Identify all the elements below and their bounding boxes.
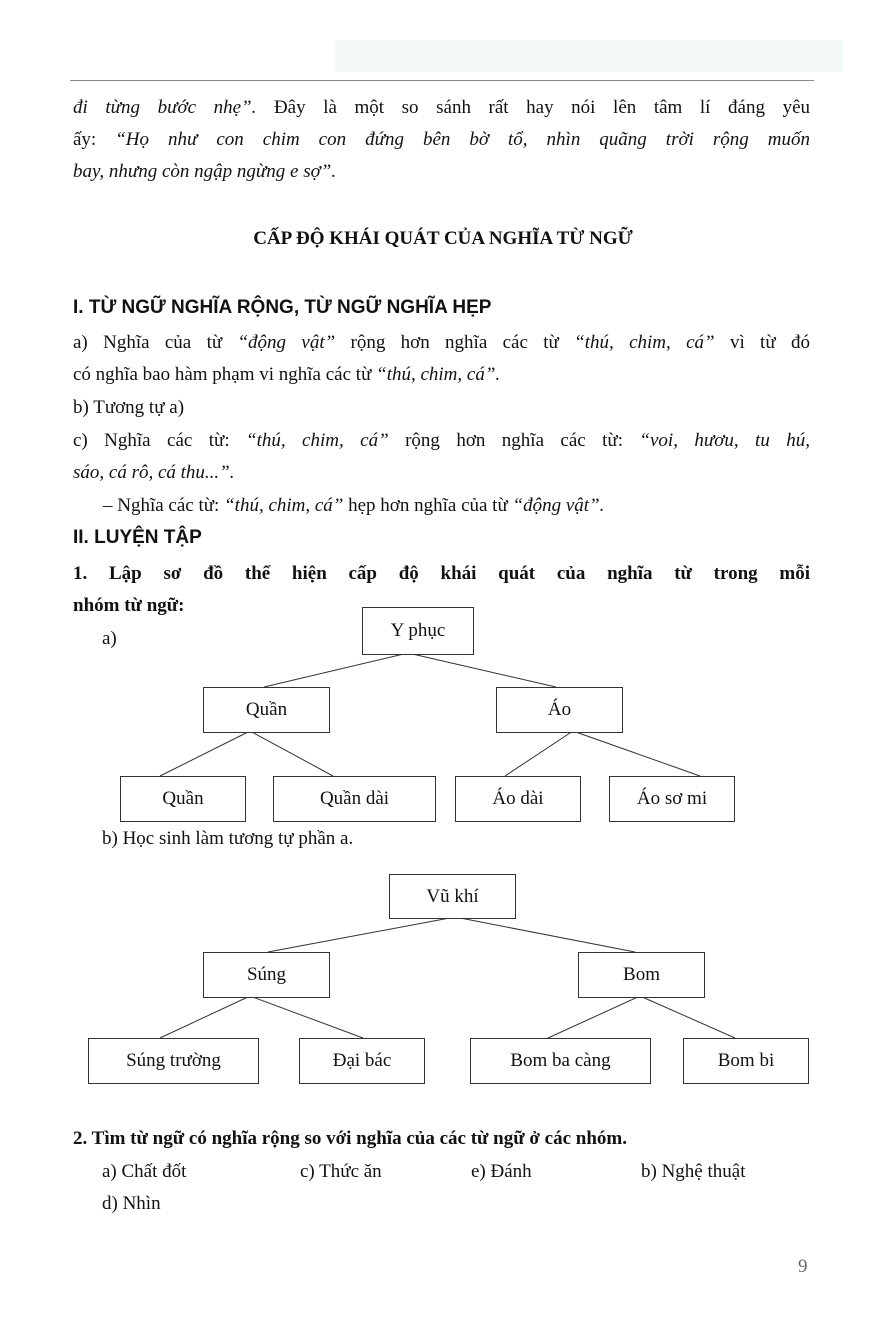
- question-2: 2. Tìm từ ngữ có nghĩa rộng so với nghĩa của các từ ngữ ở các nhóm.: [73, 1128, 627, 1149]
- node-a-rr: Áo sơ mi: [609, 776, 735, 822]
- text: a) Nghĩa của từ: [73, 332, 238, 353]
- option-a: a) Chất đốt: [102, 1161, 187, 1182]
- text: rộng hơn nghĩa các từ: [335, 332, 575, 353]
- text: vì từ đó: [714, 332, 810, 353]
- text: c) Nghĩa các từ:: [73, 430, 247, 451]
- node-b-rl: Bom ba càng: [470, 1038, 651, 1084]
- section-1-heading: I. TỪ NGỮ NGHĨA RỘNG, TỪ NGỮ NGHĨA HẸP: [73, 297, 492, 318]
- text: Đây là một so sánh rất hay nói lên tâm lí đáng yêu: [256, 97, 811, 118]
- quote: “thú, chim, cá”.: [376, 364, 501, 385]
- quote: “động vật”.: [512, 495, 605, 516]
- question-1-line2: nhóm từ ngữ:: [73, 595, 185, 616]
- node-a-left: Quần: [203, 687, 330, 733]
- node-root-b: Vũ khí: [389, 874, 516, 919]
- option-e: e) Đánh: [471, 1161, 532, 1182]
- quote: “thú, chim, cá”: [224, 495, 344, 516]
- text: ấy:: [73, 129, 116, 150]
- text: – Nghĩa các từ:: [103, 495, 225, 516]
- quote: “voi, hươu, tu hú,: [639, 430, 810, 451]
- node-b-left: Súng: [203, 952, 330, 998]
- node-a-right: Áo: [496, 687, 623, 733]
- node-b-ll: Súng trường: [88, 1038, 259, 1084]
- node-b-right: Bom: [578, 952, 705, 998]
- para-b: b) Tương tự a): [73, 397, 185, 418]
- quote: “Họ như con chim con đứng bên bờ tổ, nhìn quãng trời rộng muốn: [115, 129, 810, 150]
- quote: “động vật”: [237, 332, 336, 353]
- option-d: d) Nhìn: [102, 1193, 161, 1214]
- quote: đi từng bước nhẹ”.: [73, 97, 257, 118]
- quote: “thú, chim, cá”: [574, 332, 715, 353]
- node-root-a: Y phục: [362, 607, 474, 655]
- question-1-line1: 1. Lập sơ đồ thể hiện cấp độ khái quát của nghĩa từ trong mỗi: [73, 563, 810, 584]
- node-b-rr: Bom bi: [683, 1038, 809, 1084]
- node-b-lr: Đại bác: [299, 1038, 425, 1084]
- quote: bay, nhưng còn ngập ngừng e sợ”.: [73, 161, 337, 182]
- section-2-heading: II. LUYỆN TẬP: [73, 527, 202, 548]
- node-a-ll: Quần: [120, 776, 246, 822]
- text: rộng hơn nghĩa các từ:: [388, 430, 640, 451]
- page-number: 9: [798, 1256, 808, 1277]
- quote: sáo, cá rô, cá thu...”.: [73, 462, 235, 483]
- label-a: a): [102, 628, 117, 649]
- text: hẹp hơn nghĩa của từ: [343, 495, 513, 516]
- text: có nghĩa bao hàm phạm vi nghĩa các từ: [73, 364, 377, 385]
- option-c: c) Thức ăn: [300, 1161, 382, 1182]
- node-a-lr: Quần dài: [273, 776, 436, 822]
- node-a-rl: Áo dài: [455, 776, 581, 822]
- page-title: CẤP ĐỘ KHÁI QUÁT CỦA NGHĨA TỪ NGỮ: [253, 228, 633, 249]
- quote: “thú, chim, cá”: [246, 430, 389, 451]
- option-b: b) Nghệ thuật: [641, 1161, 746, 1182]
- para-b-text: b) Học sinh làm tương tự phần a.: [102, 828, 354, 849]
